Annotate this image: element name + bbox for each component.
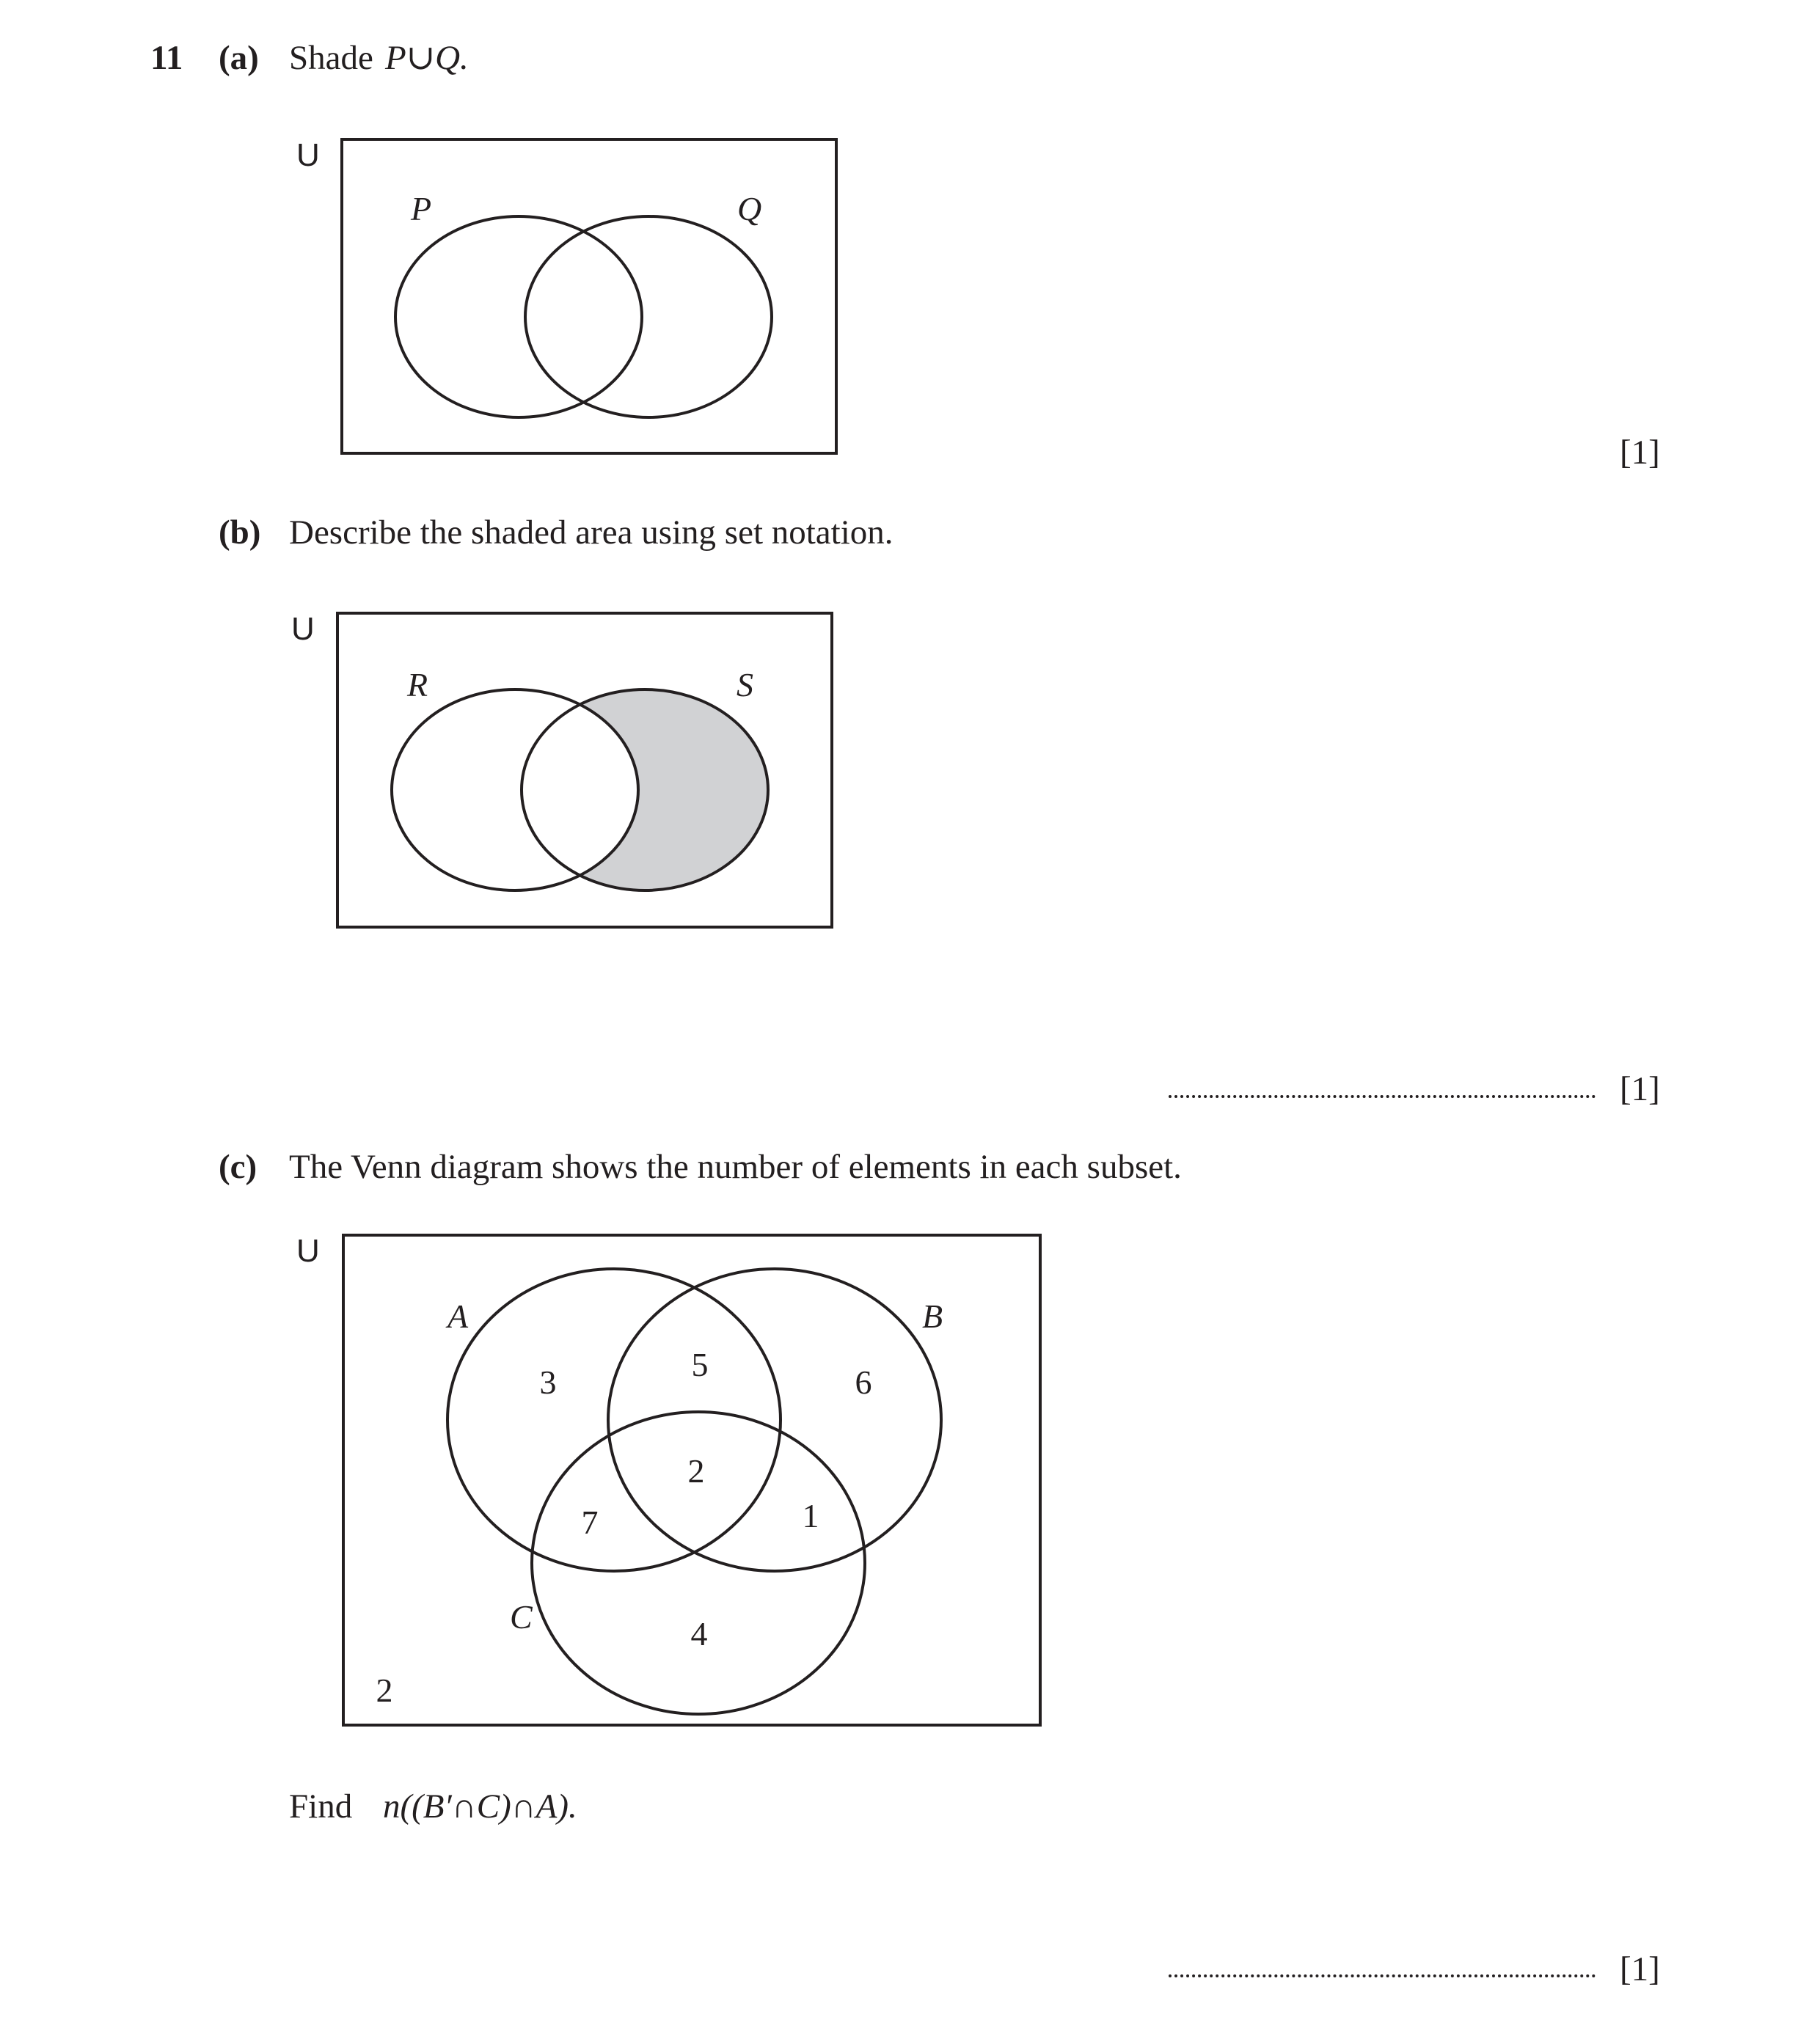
part-a-label: (a) xyxy=(219,39,259,77)
part-c-find-label: Find xyxy=(289,1787,353,1826)
part-b-set-r-label: R xyxy=(407,666,428,703)
part-c-region-a-c-only: 7 xyxy=(581,1504,599,1541)
part-a-set-q-label: Q xyxy=(737,190,762,227)
part-a-text: Shade xyxy=(289,39,373,77)
part-c-find-expression: n((B′∩C)∩A). xyxy=(383,1787,577,1826)
part-c-text: The Venn diagram shows the number of elements in each subset. xyxy=(289,1148,1182,1186)
part-c-region-a-b-only: 5 xyxy=(691,1346,709,1383)
part-a-set-p-label: P xyxy=(411,190,432,227)
part-c-label: (c) xyxy=(219,1148,257,1186)
part-c-region-c-only: 4 xyxy=(690,1615,708,1652)
part-c-region-b-only: 6 xyxy=(855,1363,872,1401)
part-a-universal-label: U xyxy=(296,137,320,173)
part-c-region-a-only: 3 xyxy=(539,1363,557,1401)
part-a-marks: [1] xyxy=(1620,433,1660,472)
part-a-expression: P∪Q. xyxy=(385,39,469,77)
part-b-marks: [1] xyxy=(1620,1070,1660,1108)
part-c-set-a-label: A xyxy=(447,1297,469,1335)
part-b-universal-label: U xyxy=(291,611,315,647)
part-b-text: Describe the shaded area using set notation. xyxy=(289,513,893,552)
part-c-universal-label: U xyxy=(296,1233,320,1269)
part-c-set-c-label: C xyxy=(510,1598,533,1636)
part-b-label: (b) xyxy=(219,513,261,552)
part-c-set-b-circle xyxy=(608,1269,941,1571)
part-c-marks: [1] xyxy=(1620,1950,1660,1988)
part-c-set-a-circle xyxy=(447,1269,781,1571)
part-c-region-outside: 2 xyxy=(376,1672,393,1709)
part-c-region-b-c-only: 1 xyxy=(802,1497,819,1534)
part-c-region-a-b-c: 2 xyxy=(687,1452,705,1490)
part-c-set-b-label: B xyxy=(922,1297,943,1335)
part-c-answer-line[interactable] xyxy=(1169,1974,1596,1977)
part-b-set-s-label: S xyxy=(737,666,753,703)
question-number: 11 xyxy=(150,39,183,77)
